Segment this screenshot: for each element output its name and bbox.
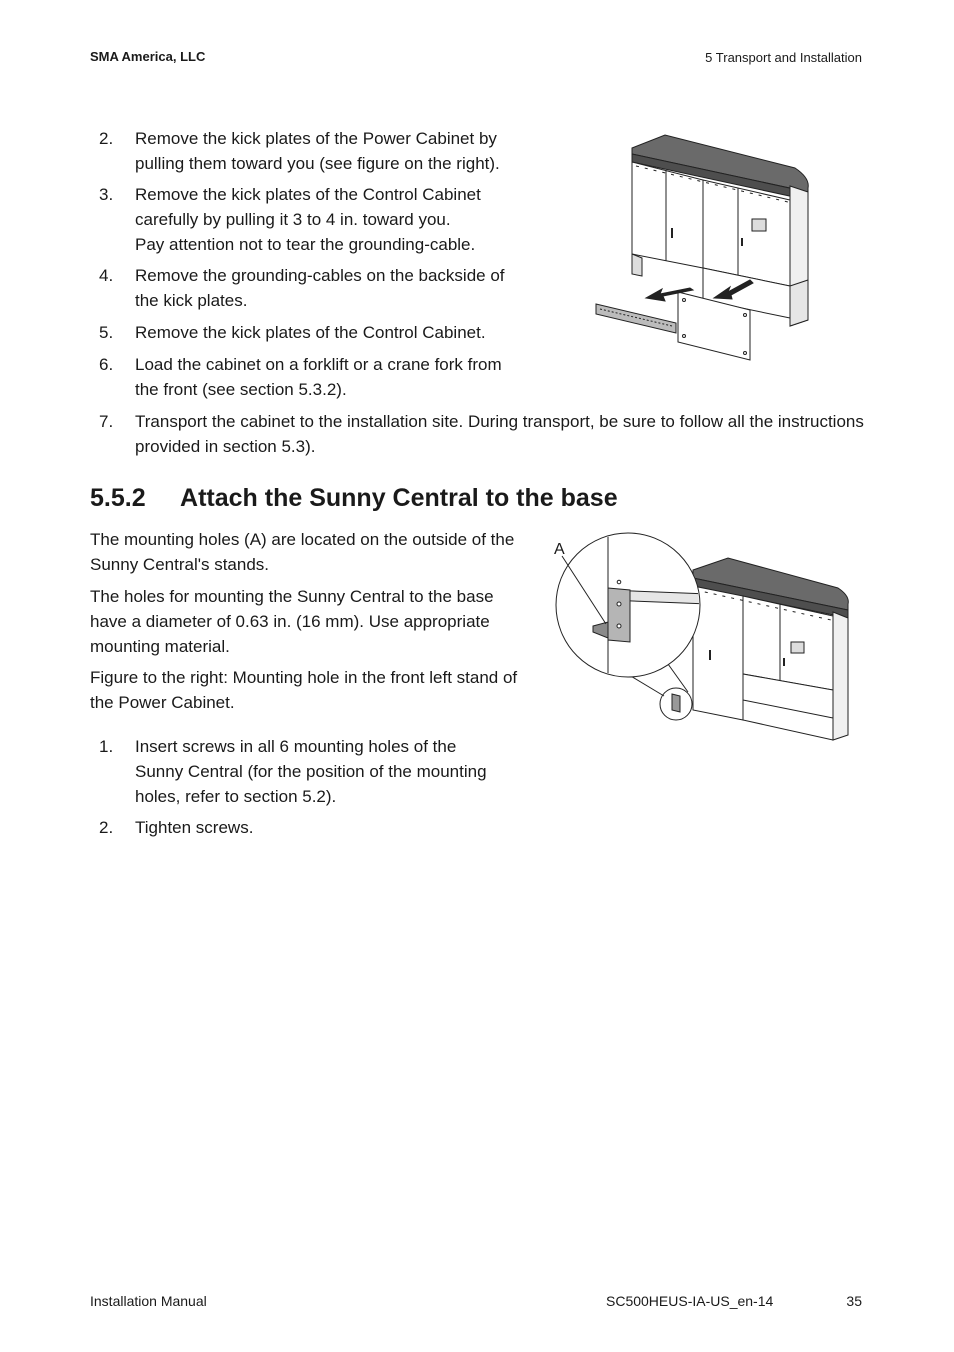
header-chapter: 5 Transport and Installation <box>705 50 862 65</box>
callout-label-a: A <box>554 541 565 558</box>
step-number: 1. <box>99 737 114 756</box>
cabinet-kick-plates-figure <box>590 128 820 368</box>
step-text: Remove the kick plates of the Power Cabinet by <box>135 129 497 148</box>
paragraph-line: Sunny Central's stands. <box>90 555 270 574</box>
step-text: Pay attention not to tear the grounding-cable. <box>135 235 476 254</box>
step-text: pulling them toward you (see figure on the right). <box>135 154 500 173</box>
step-number: 6. <box>99 355 114 374</box>
step-number: 3. <box>99 185 114 204</box>
step-text: Remove the grounding-cables on the backside of <box>135 266 505 285</box>
step-text: Remove the kick plates of the Control Cabinet <box>135 185 481 204</box>
step-text: provided in section 5.3). <box>135 437 316 456</box>
section-title: Attach the Sunny Central to the base <box>180 484 618 512</box>
step-text: Sunny Central (for the position of the mounting <box>135 762 487 781</box>
paragraph-line: The mounting holes (A) are located on the outside of the <box>90 530 515 549</box>
paragraph-line: Figure to the right: Mounting hole in the front left stand of <box>90 668 518 687</box>
step-text: Remove the kick plates of the Control Cabinet. <box>135 323 486 342</box>
paragraph-line: mounting material. <box>90 637 230 656</box>
step-text: the front (see section 5.3.2). <box>135 380 347 399</box>
paragraph <box>90 584 494 659</box>
paragraph <box>90 665 517 715</box>
section-number: 5.5.2 <box>90 484 146 512</box>
step-text: holes, refer to section 5.2). <box>135 787 337 806</box>
step-number: 7. <box>99 412 114 431</box>
header-company: SMA America, LLC <box>90 49 206 64</box>
footer-doc-id: SC500HEUS-IA-US_en-14 <box>606 1293 774 1309</box>
step-text: the kick plates. <box>135 291 248 310</box>
section-heading <box>90 484 618 513</box>
step-text: Transport the cabinet to the installation site. During transport, be sure to follow all the instructions <box>135 412 864 431</box>
step-text: Load the cabinet on a forklift or a crane fork from <box>135 355 502 374</box>
step-number: 4. <box>99 266 114 285</box>
mounting-hole-figure <box>548 530 858 760</box>
footer-doc-type: Installation Manual <box>90 1293 207 1309</box>
step-text: carefully by pulling it 3 to 4 in. toward you. <box>135 210 451 229</box>
step-number: 2. <box>99 129 114 148</box>
paragraph-line: have a diameter of 0.63 in. (16 mm). Use appropriate <box>90 612 490 631</box>
paragraph-line: The holes for mounting the Sunny Central to the base <box>90 587 494 606</box>
page-number: 35 <box>846 1293 862 1309</box>
paragraph <box>90 527 514 577</box>
step-text: Tighten screws. <box>135 818 254 837</box>
step-number: 2. <box>99 818 114 837</box>
step-number: 5. <box>99 323 114 342</box>
paragraph-line: the Power Cabinet. <box>90 693 235 712</box>
step-text: Insert screws in all 6 mounting holes of the <box>135 737 457 756</box>
